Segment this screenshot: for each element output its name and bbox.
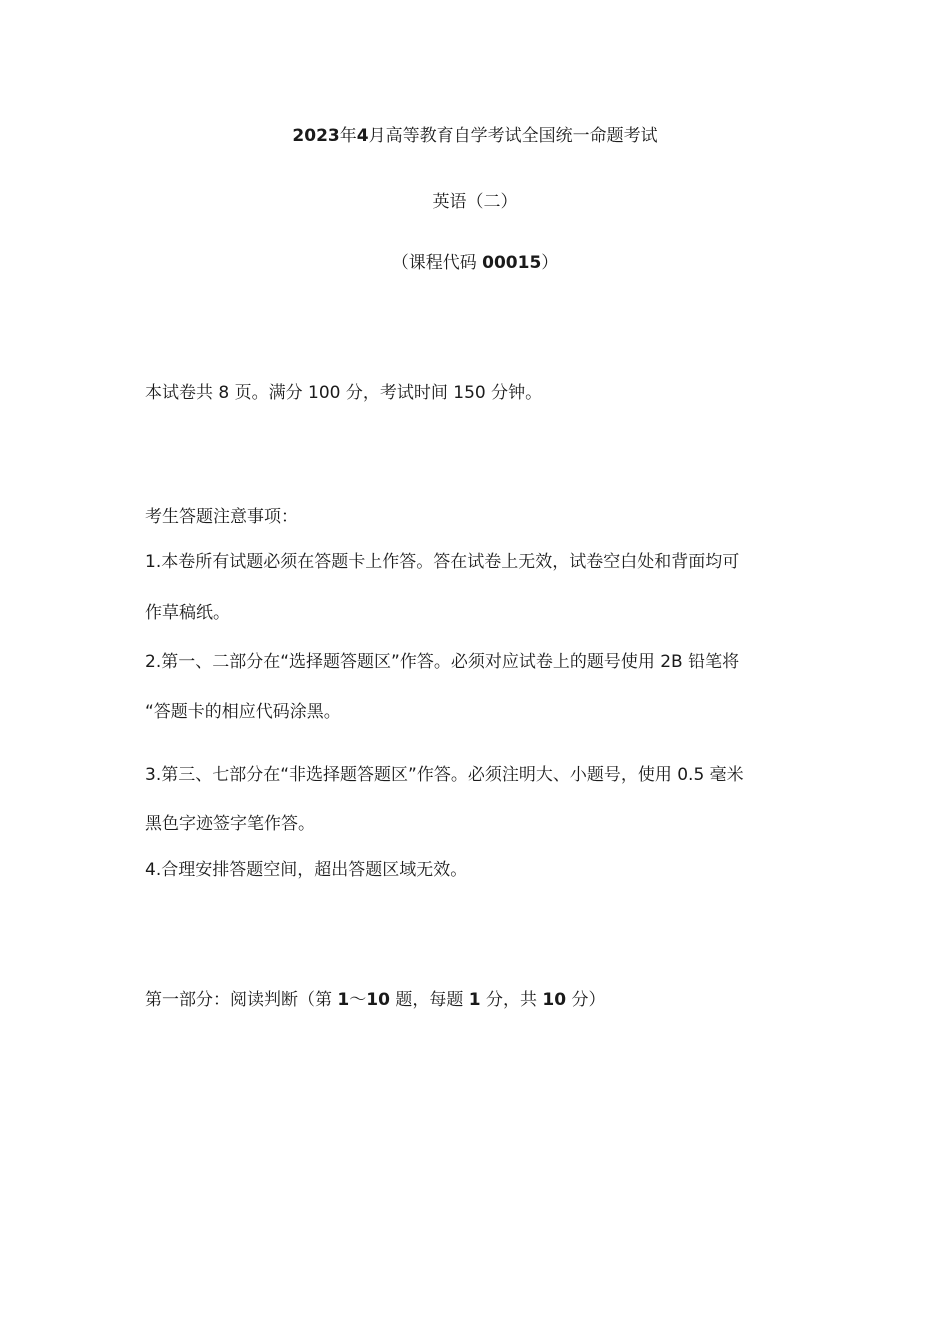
course-code-number: 00015 — [482, 253, 542, 273]
notice-item-1-line-2: 作草稿纸。 — [145, 603, 230, 623]
part1-mid: 题，每题 — [389, 990, 469, 1010]
part1-label: 第一部分：阅读判断（第 — [145, 990, 338, 1010]
course-code-suffix: ） — [541, 253, 559, 273]
title-month: 4 — [356, 126, 369, 146]
exam-summary: 本试卷共 8 页。满分 100 分，考试时间 150 分钟。 — [145, 383, 543, 403]
notice-item-4: 4.合理安排答题空间，超出答题区域无效。 — [145, 860, 468, 880]
part1-per-score: 1 — [468, 990, 481, 1010]
part1-end: 分） — [566, 990, 606, 1010]
notice-heading: 考生答题注意事项： — [145, 507, 298, 527]
part1-heading — [145, 988, 825, 1012]
course-code-prefix: （课程代码 — [391, 253, 483, 273]
notice-item-3-line-1: 3.第三、七部分在“非选择题答题区”作答。必须注明大、小题号，使用 0.5 毫米 — [145, 765, 744, 785]
title-year-unit: 年 — [339, 126, 357, 146]
part1-range-sep: ～ — [349, 990, 367, 1010]
course-code — [0, 251, 950, 275]
part1-range-start: 1 — [337, 990, 350, 1010]
part1-range-end: 10 — [366, 990, 390, 1010]
notice-item-1-line-1: 1.本卷所有试题必须在答题卡上作答。答在试卷上无效，试卷空白处和背面均可 — [145, 552, 740, 572]
exam-title — [0, 124, 950, 148]
notice-item-2-line-1: 2.第一、二部分在“选择题答题区”作答。必须对应试卷上的题号使用 2B 铅笔将 — [145, 652, 740, 672]
part1-total-score: 10 — [542, 990, 567, 1010]
title-rest: 月高等教育自学考试全国统一命题考试 — [368, 126, 658, 146]
title-year: 2023 — [292, 126, 340, 146]
exam-subject: 英语（二） — [432, 192, 518, 212]
part1-mid2: 分，共 — [480, 990, 543, 1010]
notice-item-3-line-2: 黑色字迹签字笔作答。 — [145, 814, 315, 834]
notice-item-2-line-2: “答题卡的相应代码涂黑。 — [145, 702, 341, 722]
